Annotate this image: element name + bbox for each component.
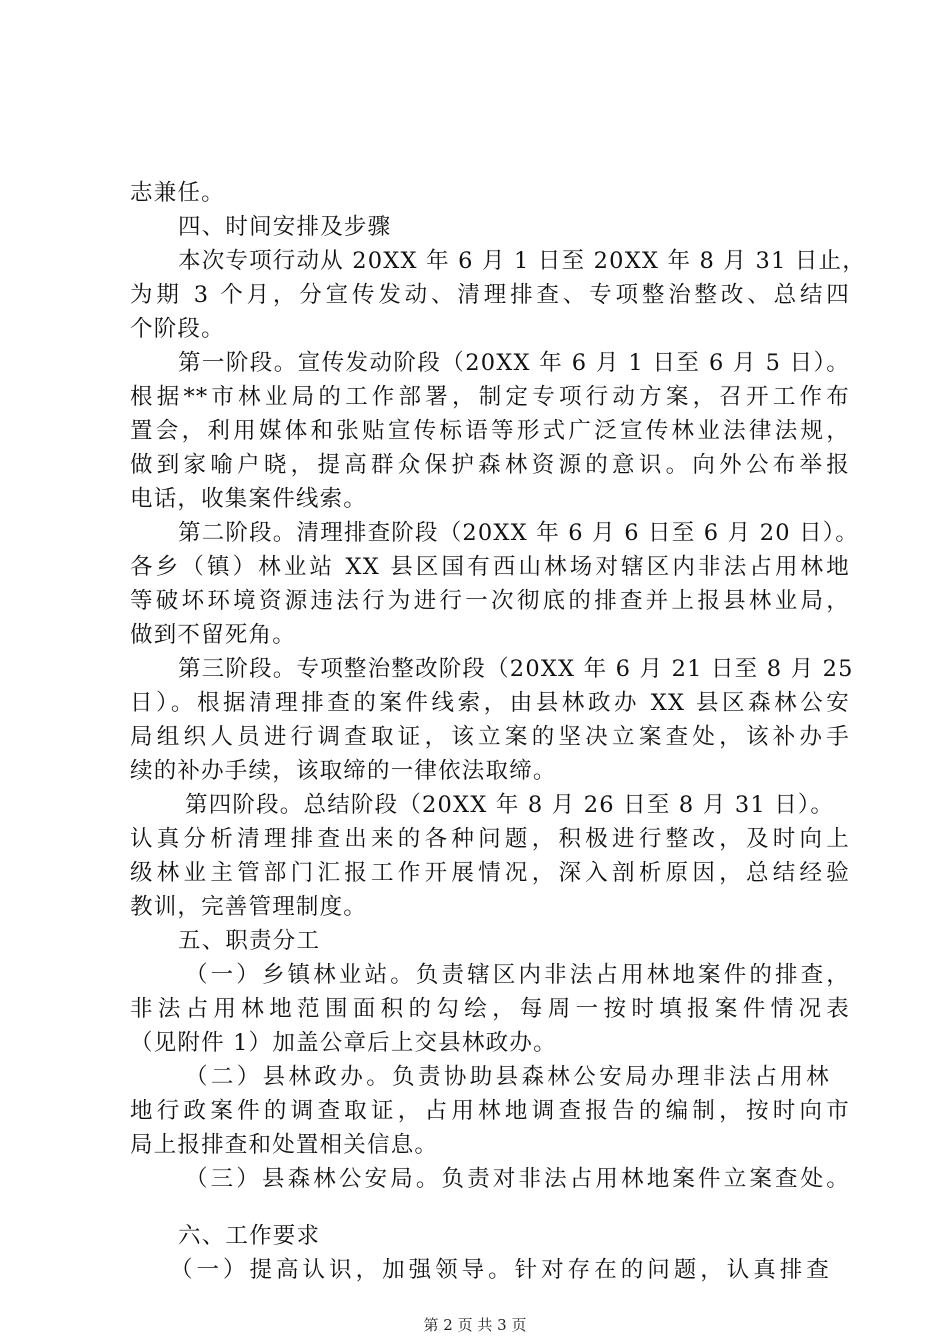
text-line: 第一阶段。宣传发动阶段（20XX 年 6 月 1 日至 6 月 5 日）。 xyxy=(178,350,850,376)
text-line: 级林业主管部门汇报工作开展情况，深入剖析原因，总结经验 xyxy=(130,860,850,886)
text-line: （一）提高认识，加强领导。针对存在的问题，认真排查 xyxy=(170,1257,830,1283)
text-line: 非法占用林地范围面积的勾绘，每周一按时填报案件情况表 xyxy=(130,996,850,1022)
text-line: 做到家喻户晓，提高群众保护森林资源的意识。向外公布举报 xyxy=(130,452,850,478)
text-line: 日）。根据清理排查的案件线索，由县林政办 XX 县区森林公安 xyxy=(130,690,850,716)
text-line: 做到不留死角。 xyxy=(130,622,296,648)
text-line: 等破坏环境资源违法行为进行一次彻底的排查并上报县林业局， xyxy=(130,588,850,614)
text-line: 电话，收集案件线索。 xyxy=(130,486,368,512)
text-line: 为期 3 个月，分宣传发动、清理排查、专项整治整改、总结四 xyxy=(130,282,850,308)
text-line: 置会，利用媒体和张贴宣传标语等形式广泛宣传林业法律法规， xyxy=(130,418,850,444)
page-number: 第 2 页 共 3 页 xyxy=(423,1316,527,1334)
section-heading: 五、职责分工 xyxy=(178,928,321,954)
section-heading: 六、工作要求 xyxy=(178,1223,321,1249)
text-line: （三）县森林公安局。负责对非法占用林地案件立案查处。 xyxy=(185,1166,850,1192)
text-line: （一）乡镇林业站。负责辖区内非法占用林地案件的排查， xyxy=(185,962,850,988)
text-line: 本次专项行动从 20XX 年 6 月 1 日至 20XX 年 8 月 31 日止， xyxy=(178,248,866,274)
text-line: 各乡（镇）林业站 XX 县区国有西山林场对辖区内非法占用林地 xyxy=(130,554,850,580)
text-line: 认真分析清理排查出来的各种问题，积极进行整改，及时向上 xyxy=(130,826,850,852)
text-line: 第三阶段。专项整治整改阶段（20XX 年 6 月 21 日至 8 月 25 xyxy=(178,656,854,682)
text-line: （二）县林政办。负责协助县森林公安局办理非法占用林 xyxy=(185,1064,830,1090)
text-line: 个阶段。 xyxy=(130,316,225,342)
text-line: 局组织人员进行调查取证，该立案的坚决立案查处，该补办手 xyxy=(130,724,850,750)
text-line: 第四阶段。总结阶段（20XX 年 8 月 26 日至 8 月 31 日）。 xyxy=(185,792,835,818)
text-line: 地行政案件的调查取证，占用林地调查报告的编制，按时向市 xyxy=(130,1098,850,1124)
text-line: 续的补办手续，该取缔的一律依法取缔。 xyxy=(130,758,557,784)
text-line: 第二阶段。清理排查阶段（20XX 年 6 月 6 日至 6 月 20 日）。 xyxy=(178,520,859,546)
text-line: （见附件 1）加盖公章后上交县林政办。 xyxy=(130,1030,557,1056)
text-line: 志兼任。 xyxy=(130,180,225,206)
text-line: 教训，完善管理制度。 xyxy=(130,894,368,920)
text-line: 局上报排查和处置相关信息。 xyxy=(130,1132,439,1158)
section-heading: 四、时间安排及步骤 xyxy=(178,214,392,240)
text-line: 根据**市林业局的工作部署，制定专项行动方案，召开工作布 xyxy=(130,384,850,410)
